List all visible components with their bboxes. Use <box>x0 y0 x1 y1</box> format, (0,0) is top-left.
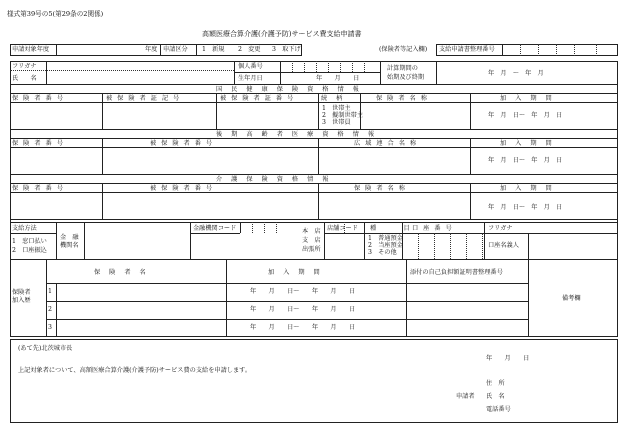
history-col-period: 加入期間 <box>268 269 329 276</box>
kaigo-col-insured-no: 被保険者番号 <box>150 185 218 192</box>
kokuho-col-insurer-no: 保険者番号 <box>12 95 68 102</box>
birth-date-label: 生年月日 <box>238 75 263 82</box>
account-type-2[interactable]: 2 当座預金 <box>368 242 403 249</box>
form-number: 様式第39号の5(第29条の2関係) <box>7 10 104 18</box>
applicant-label: 申請者 <box>456 393 475 400</box>
history-col-insurer-name: 保険者名 <box>94 269 155 276</box>
name-label: 氏 名 <box>12 75 37 82</box>
institution-code-label: 金融機関コード <box>193 225 237 232</box>
history-row-no: 3 <box>48 324 52 331</box>
furigana-label: フリガナ <box>12 63 37 70</box>
branch-office: 出張所 <box>302 246 321 253</box>
kouki-title: 後期高齢者医療資格情報 <box>216 131 384 138</box>
history-row-period: 年 月 日～ 年 月 日 <box>250 288 356 295</box>
category-new-option[interactable]: 1 新規 <box>202 46 225 53</box>
branch-sub: 支 店 <box>302 237 321 244</box>
history-row-no: 1 <box>48 288 52 295</box>
account-number-label: 口座番号 <box>412 225 457 232</box>
history-row-no: 2 <box>48 306 52 313</box>
history-side-label-1: 保険者 <box>12 289 31 296</box>
institution-label-2: 機関名 <box>60 242 79 249</box>
declaration-box <box>10 339 618 423</box>
calc-period-value: 年 月 ～ 年 月 <box>488 70 544 77</box>
remarks-label: 備考欄 <box>562 295 581 302</box>
kaigo-col-period: 加入期間 <box>500 185 561 192</box>
category-label: 申請区分 <box>163 46 188 53</box>
address-label: 住 所 <box>486 380 505 387</box>
payment-option-transfer[interactable]: 2 口座振込 <box>12 247 47 254</box>
category-withdraw-option[interactable]: 3 取下げ <box>272 46 301 53</box>
birth-date-units: 年 月 日 <box>316 75 360 82</box>
payment-furigana-label: フリガナ <box>488 225 513 232</box>
addressee: (あて先)北茨城市長 <box>18 345 73 352</box>
branch-main: 本 店 <box>302 228 321 235</box>
kouki-col-insurer-no: 保険者番号 <box>12 140 68 147</box>
name-signature-label: 氏 名 <box>486 393 505 400</box>
kaigo-col-insurer-no: 保険者番号 <box>12 185 68 192</box>
kouki-period-value: 年 月 日～ 年 月 日 <box>488 157 563 164</box>
account-type-3[interactable]: 3 その他 <box>368 249 397 256</box>
kokuho-title: 国民健康保険資格情報 <box>216 86 368 93</box>
kokuho-col-insurer-name: 保険者名称 <box>376 95 432 102</box>
ref-number-label: 支給申請書整理番号 <box>439 46 495 53</box>
declaration-statement: 上記対象者について、高額医療合算介護(介護予防)サービス費の支給を申請します。 <box>18 367 252 374</box>
relation-option-1[interactable]: 1 世帯主 <box>322 105 351 112</box>
account-type-1[interactable]: 1 普通預金 <box>368 235 403 242</box>
kouki-col-period: 加入期間 <box>500 140 561 147</box>
kaigo-period-value: 年 月 日～ 年 月 日 <box>488 204 563 211</box>
fiscal-year-label: 申請対象年度 <box>12 46 50 53</box>
kaigo-title: 介護保険資格情報 <box>216 176 338 183</box>
history-row-period: 年 月 日～ 年 月 日 <box>250 306 356 313</box>
year-unit: 年度 <box>145 46 158 53</box>
category-change-option[interactable]: 2 変更 <box>238 46 261 53</box>
kouki-col-insured-no: 被保険者番号 <box>150 140 218 147</box>
kouki-col-union-name: 広域連合名称 <box>354 140 422 147</box>
calc-period-label-2: 始期及び終期 <box>387 74 425 81</box>
branch-code-label: 店舗コード <box>327 225 358 232</box>
relation-option-2[interactable]: 2 擬制世帯主 <box>322 112 364 119</box>
form-title: 高額医療合算介護(介護予防)サービス費支給申請書 <box>202 30 362 38</box>
kaigo-col-insurer-name: 保険者名称 <box>354 185 410 192</box>
account-type-label: 種 目 <box>370 225 415 232</box>
kokuho-col-card-number: 被保険者証番号 <box>220 95 299 102</box>
phone-label: 電話番号 <box>486 406 511 413</box>
personal-number-label: 個人番号 <box>238 63 263 70</box>
kokuho-period-value: 年 月 日～ 年 月 日 <box>488 112 563 119</box>
history-row-period: 年 月 日～ 年 月 日 <box>250 324 356 331</box>
kokuho-col-relation: 続柄 <box>321 95 352 102</box>
application-date: 年 月 日 <box>486 355 530 362</box>
institution-label-1: 金 融 <box>60 234 79 241</box>
history-col-cert-number: 添付の自己負担額証明書整理番号 <box>410 269 503 276</box>
kokuho-col-period: 加入期間 <box>500 95 561 102</box>
kokuho-col-card-symbol: 被保険者証記号 <box>106 95 185 102</box>
account-holder-label: 口座名義人 <box>488 242 519 249</box>
calc-period-label-1: 計算期間の <box>387 65 418 72</box>
insurer-entry-note: (保険者等記入欄) <box>379 46 428 53</box>
history-side-label-2: 加入歴 <box>12 297 31 304</box>
payment-option-counter[interactable]: 1 窓口払い <box>12 238 47 245</box>
relation-option-3[interactable]: 3 世帯員 <box>322 119 351 126</box>
payment-method-label: 支給方法 <box>12 225 37 232</box>
